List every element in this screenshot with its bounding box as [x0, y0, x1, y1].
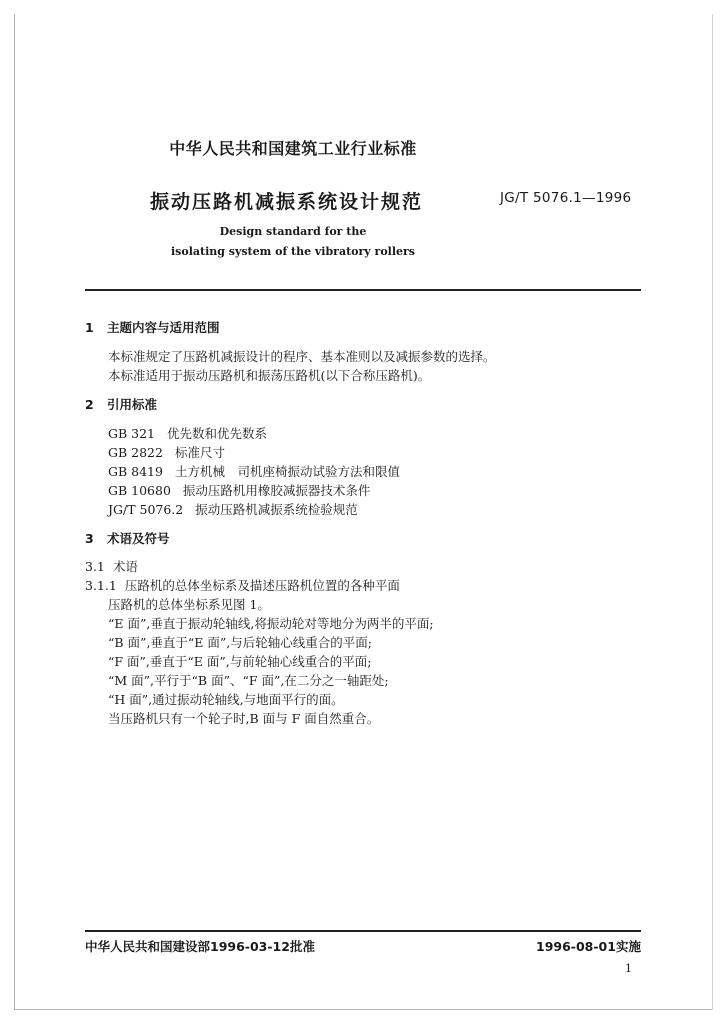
- reference-name: 振动压路机用橡胶减振器技术条件: [182, 483, 371, 498]
- reference-code: GB 8419: [108, 464, 163, 479]
- subsection-3-1-1-title: 压路机的总体坐标系及描述压路机位置的各种平面: [124, 578, 400, 593]
- body-line: “H 面”,通过振动轮轴线,与地面平行的面。: [108, 692, 344, 707]
- reference-item: [108, 481, 370, 499]
- reference-name: 优先数和优先数系: [167, 426, 268, 441]
- reference-item: [108, 443, 225, 461]
- scan-edge-left: [14, 14, 15, 1010]
- reference-code: GB 2822: [108, 445, 163, 460]
- body-line: “B 面”,垂直于“E 面”,与后轮轴心线重合的平面;: [108, 635, 372, 650]
- page-number: 1: [625, 962, 632, 975]
- section-1-heading: [85, 318, 220, 336]
- reference-name: 振动压路机减振系统检验规范: [195, 502, 358, 517]
- reference-name: 标准尺寸: [174, 445, 225, 460]
- document-number: JG/T 5076.1—1996: [500, 190, 632, 206]
- subsection-3-1-number: 3.1: [85, 559, 105, 574]
- implementation-date: 1996-08-01实施: [536, 939, 641, 954]
- reference-item: [108, 424, 267, 442]
- scan-edge-right: [712, 14, 713, 1010]
- section-2-number: 2: [85, 397, 94, 412]
- reference-code: GB 321: [108, 426, 156, 441]
- section-3-number: 3: [85, 531, 94, 546]
- reference-name: 土方机械 司机座椅振动试验方法和限值: [174, 464, 400, 479]
- standard-category: 中华人民共和国建筑工业行业标准: [169, 139, 417, 158]
- section-2-heading: [85, 395, 157, 413]
- subsection-3-1-title: 术语: [112, 559, 138, 574]
- section-2-title: 引用标准: [107, 397, 158, 412]
- section-1-title: 主题内容与适用范围: [107, 320, 220, 335]
- reference-item: [108, 500, 358, 518]
- section-3-heading: [85, 529, 170, 547]
- section-1-paragraph-1: 本标准规定了压路机减振设计的程序、基本准则以及减振参数的选择。: [108, 349, 496, 364]
- body-line: “F 面”,垂直于“E 面”,与前轮轴心线重合的平面;: [108, 654, 372, 669]
- scan-edge-bottom: [14, 1009, 712, 1010]
- english-title-line-1: Design standard for the: [219, 225, 367, 238]
- reference-code: JG/T 5076.2: [108, 502, 184, 517]
- english-title-line-2: isolating system of the vibratory rollers: [170, 245, 416, 258]
- footer-divider: [85, 930, 641, 932]
- document-title: 振动压路机减振系统设计规范: [150, 191, 424, 213]
- body-line: “M 面”,平行于“B 面”、“F 面”,在二分之一轴距处;: [108, 673, 389, 688]
- section-3-title: 术语及符号: [107, 531, 170, 546]
- body-line: “E 面”,垂直于振动轮轴线,将振动轮对等地分为两半的平面;: [108, 616, 434, 631]
- subsection-3-1-1-heading: [85, 576, 400, 594]
- reference-code: GB 10680: [108, 483, 171, 498]
- reference-item: [108, 462, 400, 480]
- subsection-3-1-heading: [85, 557, 138, 575]
- section-1-number: 1: [85, 320, 94, 335]
- subsection-3-1-1-number: 3.1.1: [85, 578, 117, 593]
- section-1-paragraph-2: 本标准适用于振动压路机和振荡压路机(以下合称压路机)。: [108, 368, 431, 383]
- body-line: 当压路机只有一个轮子时,B 面与 F 面自然重合。: [108, 711, 380, 726]
- body-line: 压路机的总体坐标系见图 1。: [108, 597, 270, 612]
- header-divider: [85, 289, 641, 291]
- approval-statement: 中华人民共和国建设部1996-03-12批准: [85, 939, 315, 954]
